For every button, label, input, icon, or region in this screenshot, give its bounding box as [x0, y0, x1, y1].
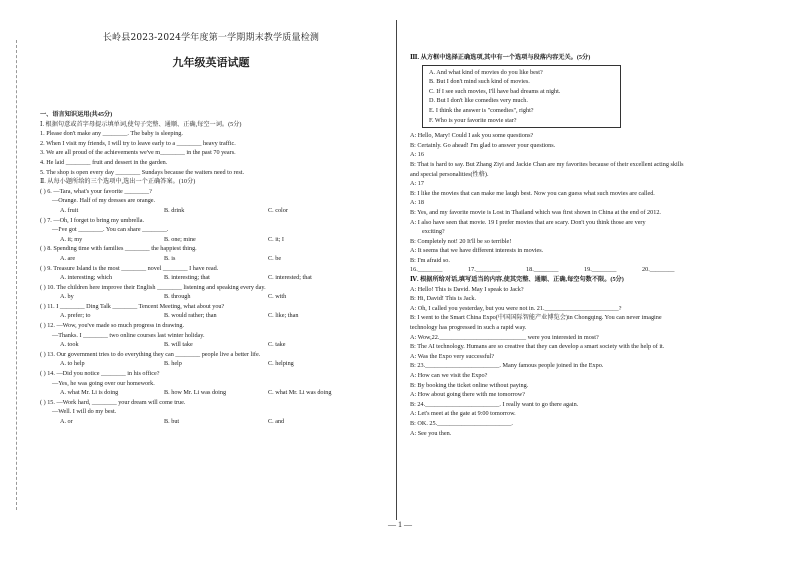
option: B. help — [164, 360, 182, 368]
options-9 — [40, 273, 382, 283]
dialogue-line: B: I'm afraid so. — [410, 256, 450, 264]
question-3: 3. We are all proud of the achievements we've m________ in the past 70 years. — [40, 149, 236, 157]
option: C. with — [268, 293, 287, 301]
option: A. it; my — [60, 235, 83, 243]
option: B. but — [164, 418, 180, 425]
option: B. one; mine — [164, 235, 196, 243]
dialogue-line: A: It seems that we have different interests in movies. — [410, 247, 544, 255]
question-6-reply: —Orange. Half of my dresses are orange. — [52, 197, 156, 205]
option: A. fruit — [60, 206, 79, 214]
option: A. to help — [60, 360, 85, 368]
dialogue-line: B: Yes, and my favorite movie is Lost in Thailand which was first shown in China at the end of 2012. — [410, 208, 661, 216]
dialogue-line: A: Oh, I called you yesterday, but you were not in. 21.________________________? — [410, 304, 622, 312]
answer-blank: 16.________ — [410, 266, 443, 274]
question-14-reply: —Yes, he was going over our homework. — [52, 379, 155, 387]
options-7 — [40, 235, 382, 245]
exam-title: 长岭县2023-2024学年度第一学期期末教学质量检测 — [102, 33, 320, 43]
option: B. through — [164, 293, 191, 301]
option: A. prefer; to — [60, 312, 91, 320]
answer-blanks — [410, 265, 780, 275]
option: C. color — [268, 206, 288, 214]
dialogue-line: B: Completely not! 20 It'll be so terrible! — [410, 237, 512, 245]
dialogue-line: A: 16 — [410, 151, 424, 159]
question-10: ( ) 10. The children here improve their English ________ listening and speaking every day. — [40, 283, 266, 291]
question-2: 2. When I visit my friends, I will try to leave early to a ________ heavy traffic. — [40, 139, 236, 147]
answer-blank: 20.________ — [642, 266, 675, 274]
question-15-reply: —Well. I will do my best. — [52, 408, 117, 416]
dialogue-line: exciting? — [422, 228, 445, 236]
question-9: ( ) 9. Treasure Island is the most ________ novel ________ I have read. — [40, 264, 219, 272]
option: C. take — [268, 341, 286, 349]
box-option: B. But I don't mind such kind of movies. — [429, 78, 530, 86]
dialogue-line: B: I like the movies that can make me laugh best. Now you can guess what such movies are called. — [410, 189, 655, 197]
question-8: ( ) 8. Spending time with families ________ the happiest thing. — [40, 245, 197, 253]
option: C. it; I — [268, 235, 284, 243]
option: B. drink — [164, 206, 185, 214]
question-14: ( ) 14. —Did you notice ________ in his office? — [40, 370, 160, 378]
options-15 — [40, 417, 382, 427]
dialogue-line: B: 24.________________________. I really want to go there again. — [410, 400, 579, 408]
question-4: 4. He laid ________ fruit and dessert in the garden. — [40, 158, 168, 166]
dialogue-line: A: Hello, Mary! Could I ask you some questions? — [410, 132, 534, 140]
dialogue-line: B: 23.________________________. Many famous people joined in the Expo. — [410, 362, 604, 370]
answer-blank: 19.________ — [584, 266, 617, 274]
box-option: A. And what kind of movies do you like best? — [429, 68, 543, 76]
dialogue-line: A: Wow,22.____________________________ were you interested in most? — [410, 333, 599, 341]
option: A. took — [60, 341, 79, 349]
dialogue-line: A: Hello! This is David. May I speak to Jack? — [410, 285, 524, 293]
options-10 — [40, 292, 382, 302]
option: B. would rather; than — [164, 312, 217, 320]
option: A. are — [60, 254, 76, 262]
question-15: ( ) 15. —Work hard, ________ your dream will come true. — [40, 398, 186, 406]
dialogue-line: A: See you then. — [410, 429, 452, 437]
question-12: ( ) 12. —Wow, you've made so much progress in drawing. — [40, 322, 185, 330]
answer-blank: 18.________ — [526, 266, 559, 274]
option: C. interested; that — [268, 274, 312, 282]
answer-blank: 17.________ — [468, 266, 501, 274]
option: A. or — [60, 418, 73, 425]
option: B. will take — [164, 341, 193, 349]
section-instruction: Ⅰ. 根据句意或首字母提示填单词,使句子完整、通顺、正确,每空一词。(5分) — [40, 120, 242, 128]
dialogue-line: B: OK. 25.________________________. — [410, 419, 513, 427]
options-8 — [40, 254, 382, 264]
section-instruction: Ⅱ. 从每小题所给的三个选项中,选出一个正确答案。(10分) — [40, 178, 196, 186]
options-6 — [40, 206, 382, 216]
question-11: ( ) 11. I ________ Ding Talk ________ Tencent Meeting, what about you? — [40, 302, 225, 310]
option: C. what Mr. Li was doing — [268, 389, 332, 397]
option: B. how Mr. Li was doing — [164, 389, 227, 397]
option: B. is — [164, 254, 176, 262]
dialogue-line: A: How about going there with me tomorrow? — [410, 391, 525, 399]
box-option: D. But I don't like comedies very much. — [429, 97, 528, 105]
right-column — [410, 53, 780, 438]
option: A. what Mr. Li is doing — [60, 389, 119, 397]
dialogue-line: technology has progressed in such a rapid way. — [410, 324, 527, 332]
question-7-reply: —I've got ________. You can share ________. — [52, 226, 169, 234]
question-12-reply: —Thanks. I ________ two online courses last winter holiday. — [52, 331, 205, 339]
binding-line — [16, 40, 27, 510]
option: C. helping — [268, 360, 294, 368]
dialogue-line: B: Certainly. Go ahead! I'm glad to answer your questions. — [410, 141, 556, 149]
dialogue-line: and special personalities(性格). — [410, 170, 489, 178]
dialogue-line: A: Was the Expo very successful? — [410, 352, 495, 360]
question-6: ( ) 6. —Tara, what's your favorite ________? — [40, 187, 152, 195]
column-divider — [396, 20, 397, 520]
box-option: F. Who is your favorite movie star? — [429, 116, 517, 124]
dialogue-line: B: That is hard to say. But Zhang Ziyi and Jackie Chan are my favorites because of their excellent acting skills — [410, 160, 684, 168]
dialogue-line: B: Hi, David! This is Jack. — [410, 295, 477, 303]
option: A. by — [60, 293, 74, 301]
dialogue-line: A: How can we visit the Expo? — [410, 372, 488, 379]
dialogue-line: B: By booking the ticket online without paying. — [410, 381, 529, 389]
options-14 — [40, 388, 382, 398]
left-column — [40, 110, 382, 427]
question-5: 5. The shop is open every day ________ Sundays because the waiters need to rest. — [40, 168, 245, 176]
dialogue-line: B: I went to the Smart China Expo(中国国际智能产业博览会)in Chongqing. You can never imagine — [410, 314, 662, 322]
option: C. and — [268, 418, 285, 425]
dialogue-line: A: I also have seen that movie. 19 I prefer movies that are scary. Don't you think those are very — [410, 218, 646, 226]
box-option: C. If I see such movies, I'll have bad dreams at night. — [429, 87, 561, 95]
dialogue-line: B: The AI technology. Humans are so creative that they can develop a smart society with the help of it. — [410, 343, 665, 351]
option: B. interesting; that — [164, 274, 210, 282]
section-heading: 一、语言知识运用(共45分) — [40, 111, 113, 118]
question-13: ( ) 13. Our government tries to do everything they can ________ people live a better life. — [40, 350, 261, 358]
option: A. interesting; which — [60, 274, 113, 282]
options-box — [422, 65, 621, 129]
box-option: E. I think the answer is "comedies", right? — [429, 106, 534, 114]
option: C. be — [268, 254, 282, 262]
option: C. like; than — [268, 312, 299, 320]
options-12 — [40, 340, 382, 350]
dialogue-line: A: 17 — [410, 180, 424, 188]
dialogue-line: A: Let's meet at the gate at 9:00 tomorrow. — [410, 410, 516, 418]
page-number: — 1 — — [388, 520, 412, 529]
question-1: 1. Please don't make any ________. The baby is sleeping. — [40, 130, 183, 138]
options-13 — [40, 359, 382, 369]
question-7: ( ) 7. —Oh, I forget to bring my umbrella. — [40, 216, 145, 224]
section-heading: Ⅲ. 从方框中选择正确选项,其中有一个选项与段落内容无关。(5分) — [410, 54, 591, 61]
exam-subtitle: 九年级英语试题 — [172, 56, 250, 69]
section-heading: Ⅳ. 根据所给对话,填写适当的内容,使其完整、通顺、正确,每空句数不限。(5分) — [410, 276, 624, 284]
options-11 — [40, 311, 382, 321]
dialogue-line: A: 18 — [410, 199, 424, 207]
